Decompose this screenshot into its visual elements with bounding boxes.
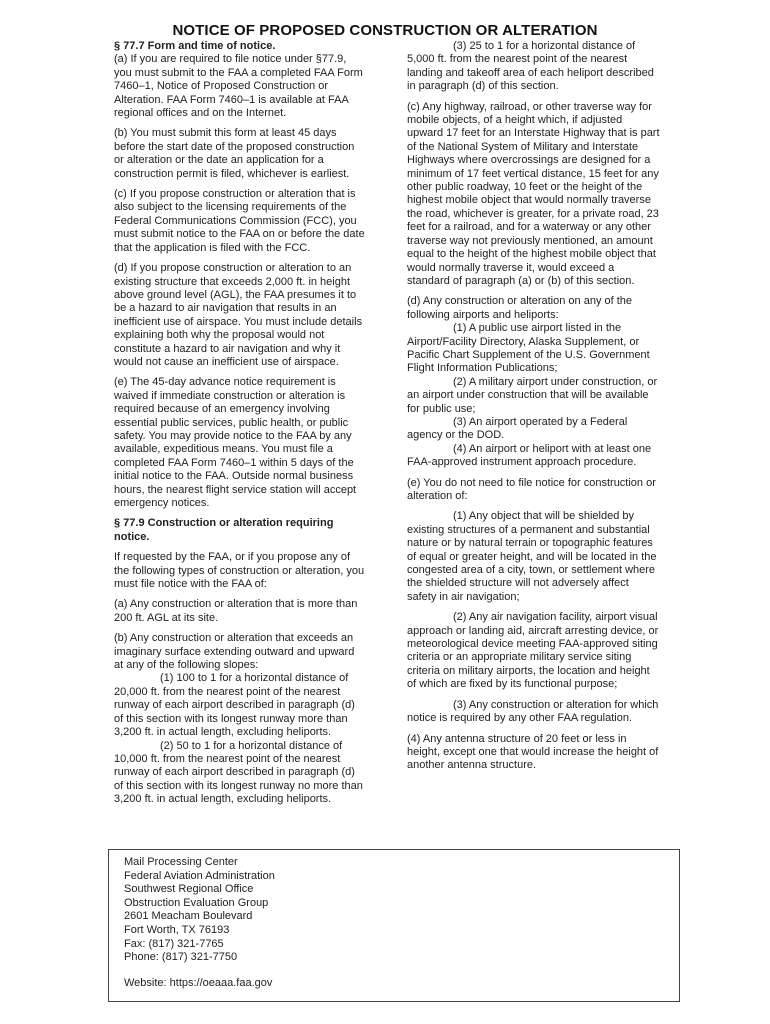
section-77-9-e4: (4) Any antenna structure of 20 feet or less in height, except one that would increase the height of another antenna structure. (407, 732, 659, 772)
section-77-7-d: (d) If you propose construction or alteration to an existing structure that exceeds 2,000 ft. in height above ground level (AGL), the FAA presumes it to be a hazard to air navigation that results in an inefficient use of airspace. You must include details explaining both why the proposal would not constitute a hazard to air navigation and why it would not cause an inefficient use of airspace. (114, 262, 363, 368)
phone-number: Phone: (817) 321-7750 (124, 951, 238, 964)
left-column (114, 40, 366, 814)
section-77-9-a: (a) Any construction or alteration that is more than 200 ft. AGL at its site. (114, 598, 358, 624)
section-77-9-b: (b) Any construction or alteration that exceeds an imaginary surface extending outward and upward at any of the following slopes: (114, 632, 355, 672)
address-line-6: Fort Worth, TX 76193 (124, 923, 230, 936)
section-77-9-c: (c) Any highway, railroad, or other traverse way for mobile objects, of a height which, if adjusted upward 17 feet for an Interstate Highway that is part of the National System of Military and Interstate Highways where overcrossings are designed for a minimum of 17 feet vertical distance, 15 feet for any other public roadway, 10 feet or the height of the highest mobile object that would normally traverse the road, whichever is greater, for a private road, 23 feet for a railroad, and for a waterway or any other traverse way not previously mentioned, an amount equal to the height of the highest mobile object that would normally traverse it, would exceed a standard of paragraph (a) or (b) of this section. (407, 100, 660, 287)
address-line-5: 2601 Meacham Boulevard (124, 910, 253, 923)
section-77-9-b3: (3) 25 to 1 for a horizontal distance of 5,000 ft. from the nearest point of the nearest landing and takeoff area of each heliport described in paragraph (d) of this section. (407, 40, 654, 93)
section-77-9-heading: § 77.9 Construction or alteration requiring notice. (114, 517, 334, 543)
section-77-7-b: (b) You must submit this form at least 45 days before the start date of the proposed construction or alteration or the date an application for a construction permit is filed, whichever is earliest. (114, 127, 355, 180)
address-line-3: Southwest Regional Office (124, 883, 254, 896)
section-77-9-e2: (2) Any air navigation facility, airport visual approach or landing aid, aircraft arresting device, or meteorological device meeting FAA-approved siting criteria or an appropriate military service siting criteria on military airports, the location and height of which are fixed by its functional purpose; (407, 611, 659, 691)
section-77-9-intro: If requested by the FAA, or if you propose any of the following types of construction or alteration, you must file notice with the FAA of: (114, 551, 365, 591)
section-77-9-e3: (3) Any construction or alteration for which notice is required by any other FAA regulation. (407, 698, 659, 725)
address-line-4: Obstruction Evaluation Group (124, 896, 269, 909)
section-77-7-a: (a) If you are required to file notice under §77.9, you must submit to the FAA a completed FAA Form 7460–1, Notice of Proposed Construction or Alteration. FAA Form 7460–1 is available at FAA regional offices and on the Internet. (114, 53, 363, 120)
fax-number: Fax: (817) 321-7765 (124, 937, 224, 950)
section-77-9-e1: (1) Any object that will be shielded by existing structures of a permanent and substantial nature or by natural terrain or topographic features of equal or greater height, and will be located in the congested area of a city, town, or settlement where the shielded structure will not adversely affect safety in air navigation; (407, 510, 657, 603)
section-77-9-d1: (1) A public use airport listed in the Airport/Facility Directory, Alaska Supplement, or Pacific Chart Supplement of the U.S. Government Flight Information Publications; (407, 322, 650, 375)
right-column (407, 40, 660, 780)
address-line-1: Mail Processing Center (124, 856, 238, 868)
section-77-9-e: (e) You do not need to file notice for construction or alteration of: (407, 476, 656, 502)
section-77-7-heading: § 77.7 Form and time of notice. (114, 40, 276, 52)
section-77-7-e: (e) The 45-day advance notice requirement is waived if immediate construction or alteration is required because of an emergency involving essential public services, public health, or public safety. You may provide notice to the FAA by any available, expeditious means. You must file a completed FAA Form 7460–1 within 5 days of the initial notice to the FAA. Outside normal business hours, the nearest flight service station will accept emergency notices. (114, 376, 357, 509)
mailing-address-box (108, 849, 680, 1002)
section-77-9-b1: (1) 100 to 1 for a horizontal distance of 20,000 ft. from the nearest point of the nearest runway of each airport described in paragraph (d) of this section with its longest runway more than 3,200 ft. in actual length, excluding heliports. (114, 672, 355, 739)
address-line-2: Federal Aviation Administration (124, 869, 275, 882)
section-77-9-d2: (2) A military airport under construction, or an airport under construction that will be available for public use; (407, 375, 658, 415)
website-link[interactable]: Website: https://oeaaa.faa.gov (124, 976, 273, 989)
page-title: NOTICE OF PROPOSED CONSTRUCTION OR ALTERATION (172, 22, 598, 39)
section-77-9-b2: (2) 50 to 1 for a horizontal distance of 10,000 ft. from the nearest point of the nearest runway of each airport described in paragraph (d) of this section with its longest runway no more than 3,200 ft. in actual length, excluding heliports. (114, 739, 363, 806)
section-77-9-d3: (3) An airport operated by a Federal agency or the DOD. (407, 415, 628, 442)
section-77-7-c: (c) If you propose construction or alteration that is also subject to the licensing requirements of the Federal Communications Commission (FCC), you must submit notice to the FAA on or before the date that the application is filed with the FCC. (114, 188, 365, 254)
section-77-9-d4: (4) An airport or heliport with at least one FAA-approved instrument approach procedure. (407, 442, 652, 469)
section-77-9-d: (d) Any construction or alteration on any of the following airports and heliports: (407, 295, 633, 321)
